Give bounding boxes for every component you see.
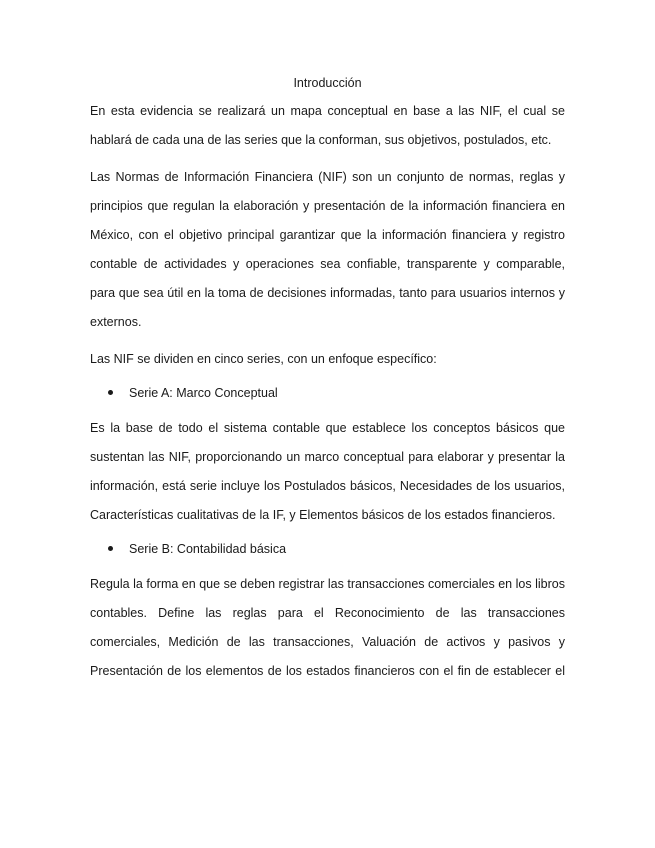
serie-b-paragraph: Regula la forma en que se deben registrar las transacciones comerciales en los libros contables. Define las reglas para el Reconocimiento de las transacciones comerciales, Medición de las transacciones, Valuación de activos y pasivos y Presentación de los elementos de los estados financieros con el fin de establecer el xyxy=(90,577,565,678)
intro-paragraph: En esta evidencia se realizará un mapa conceptual en base a las NIF, el cual se hablará de cada una de las series que la conforman, sus objetivos, postulados, etc. xyxy=(90,104,565,147)
series-intro-paragraph: Las NIF se dividen en cinco series, con un enfoque específico: xyxy=(90,352,437,366)
document-title: Introducción xyxy=(293,76,362,90)
serie-b-heading-text: Serie B: Contabilidad básica xyxy=(129,542,287,556)
serie-a-heading-text: Serie A: Marco Conceptual xyxy=(129,386,278,400)
nif-definition-paragraph: Las Normas de Información Financiera (NIF) son un conjunto de normas, reglas y principios que regulan la elaboración y presentación de la información financiera en México, con el objetivo principal garantizar que la información financiera y registro contable de actividades y operaciones sea confiable, transparente y comparable, para que sea útil en la toma de decisiones informadas, tanto para usuarios internos y externos. xyxy=(90,170,565,329)
bullet-icon xyxy=(108,390,113,395)
serie-b-list xyxy=(90,538,565,560)
serie-b-heading xyxy=(129,538,565,560)
bullet-icon xyxy=(108,546,113,551)
serie-a-heading xyxy=(129,382,565,404)
serie-a-list xyxy=(90,382,565,404)
serie-a-paragraph: Es la base de todo el sistema contable que establece los conceptos básicos que sustentan las NIF, proporcionando un marco conceptual para elaborar y presentar la información, está serie incluye los Postulados básicos, Necesidades de los usuarios, Características cualitativas de la IF, y Elementos básicos de los estados financieros. xyxy=(90,421,565,522)
